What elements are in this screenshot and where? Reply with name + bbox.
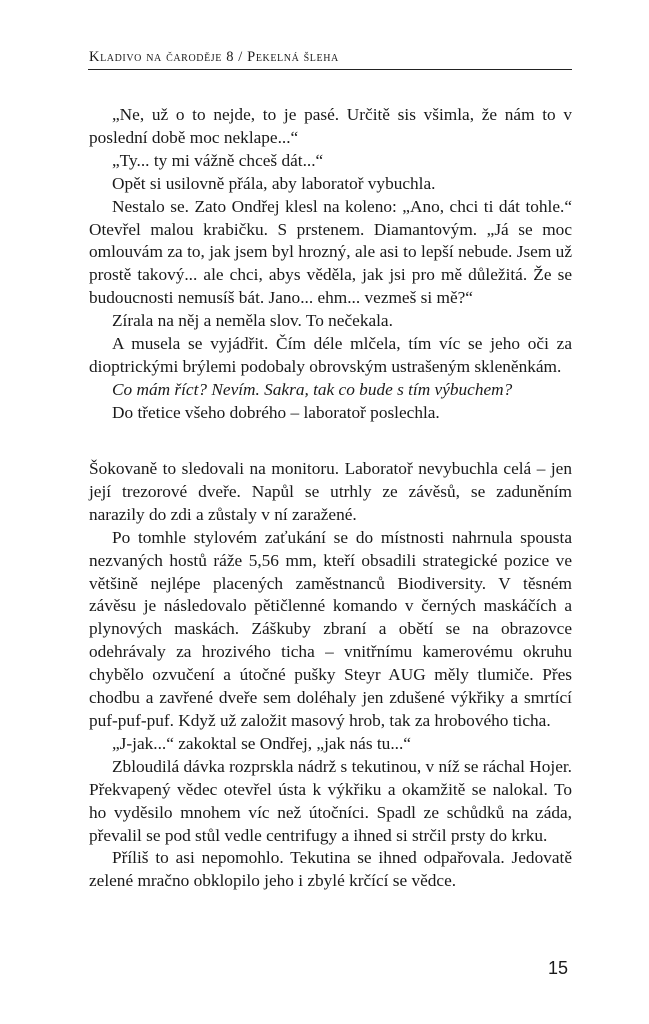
paragraph: Zbloudilá dávka rozprskla nádrž s tekutinou, v níž se ráchal Hojer. Překvapený vědec otevřel ústa k výkřiku a okamžitě se nalokal. To ho vyděsilo mnohem víc než útočníci. Spadl ze schůdků na záda, převalil se pod stůl vedle centrifugy a ihned si strčil prsty do krku.	[89, 756, 572, 845]
paragraph: „Ne, už o to nejde, to je pasé. Určitě sis všimla, že nám to v poslední době moc neklape...“	[89, 105, 572, 147]
paragraph: „J-jak...“ zakoktal se Ondřej, „jak nás tu...“	[112, 733, 411, 753]
paragraph: Nestalo se. Zato Ondřej klesl na koleno: „Ano, chci ti dát tohle.“ Otevřel malou krabičku. S prstenem. Diamantovým. „Já se moc omlouvám za to, jak jsem byl hrozný, ale asi to lepší nebude. Jsem už prostě takový... ale chci, abys věděla, jak jsi pro mě důležitá. Že se budoucnosti nemusíš bát. Jano... ehm... vezmeš si mě?“	[89, 196, 572, 308]
italic-paragraph: Co mám říct? Nevím. Sakra, tak co bude s tím výbuchem?	[112, 379, 513, 399]
paragraph: „Ty... ty mi vážně chceš dát...“	[112, 150, 324, 170]
text-block-2	[89, 458, 572, 893]
paragraph: Do třetice všeho dobrého – laboratoř poslechla.	[112, 402, 440, 422]
paragraph: A musela se vyjádřit. Čím déle mlčela, tím víc se jeho oči za dioptrickými brýlemi podobaly obrovským ustrašeným skleněnkám.	[89, 334, 572, 376]
text-block-1	[89, 104, 572, 425]
paragraph: Příliš to asi nepomohlo. Tekutina se ihned odpařovala. Jedovatě zelené mračno obklopilo jeho i zbylé krčící se vědce.	[89, 848, 572, 891]
page-number: 15	[548, 958, 569, 978]
paragraph: Opět si usilovně přála, aby laboratoř vybuchla.	[112, 173, 436, 193]
paragraph-first: Šokovaně to sledovali na monitoru. Laboratoř nevybuchla celá – jen její trezorové dveře. Napůl se utrhly ze závěsů, se zaduněním narazily do zdi a zůstaly v ní zaražené.	[89, 459, 572, 524]
paragraph: Zírala na něj a neměla slov. To nečekala.	[112, 311, 393, 331]
running-header	[88, 47, 572, 70]
paragraph: Po tomhle stylovém zaťukání se do místnosti nahrnula spousta nezvaných hostů ráže 5,56 mm, kteří obsadili strategické pozice ve většině nejlépe placených zaměstnanců Biodiversity. V těsném závěsu je následovalo pětičlenné komando v černých maskáčích a plynových maskách. Záškuby zbraní a obětí se na obrazovce odehrávaly za hrozivého ticha – vnitřnímu kamerovému okruhu chybělo ozvučení a útočné pušky Steyr AUG měly tlumiče. Přes chodbu a zavřené dveře sem doléhaly jen zdušené výkřiky a smrtící puf-puf-puf. Když už založit masový hrob, tak za hrobového ticha.	[89, 527, 572, 730]
running-title: Kladivo na čaroděje 8 / Pekelná šleha	[89, 49, 339, 65]
